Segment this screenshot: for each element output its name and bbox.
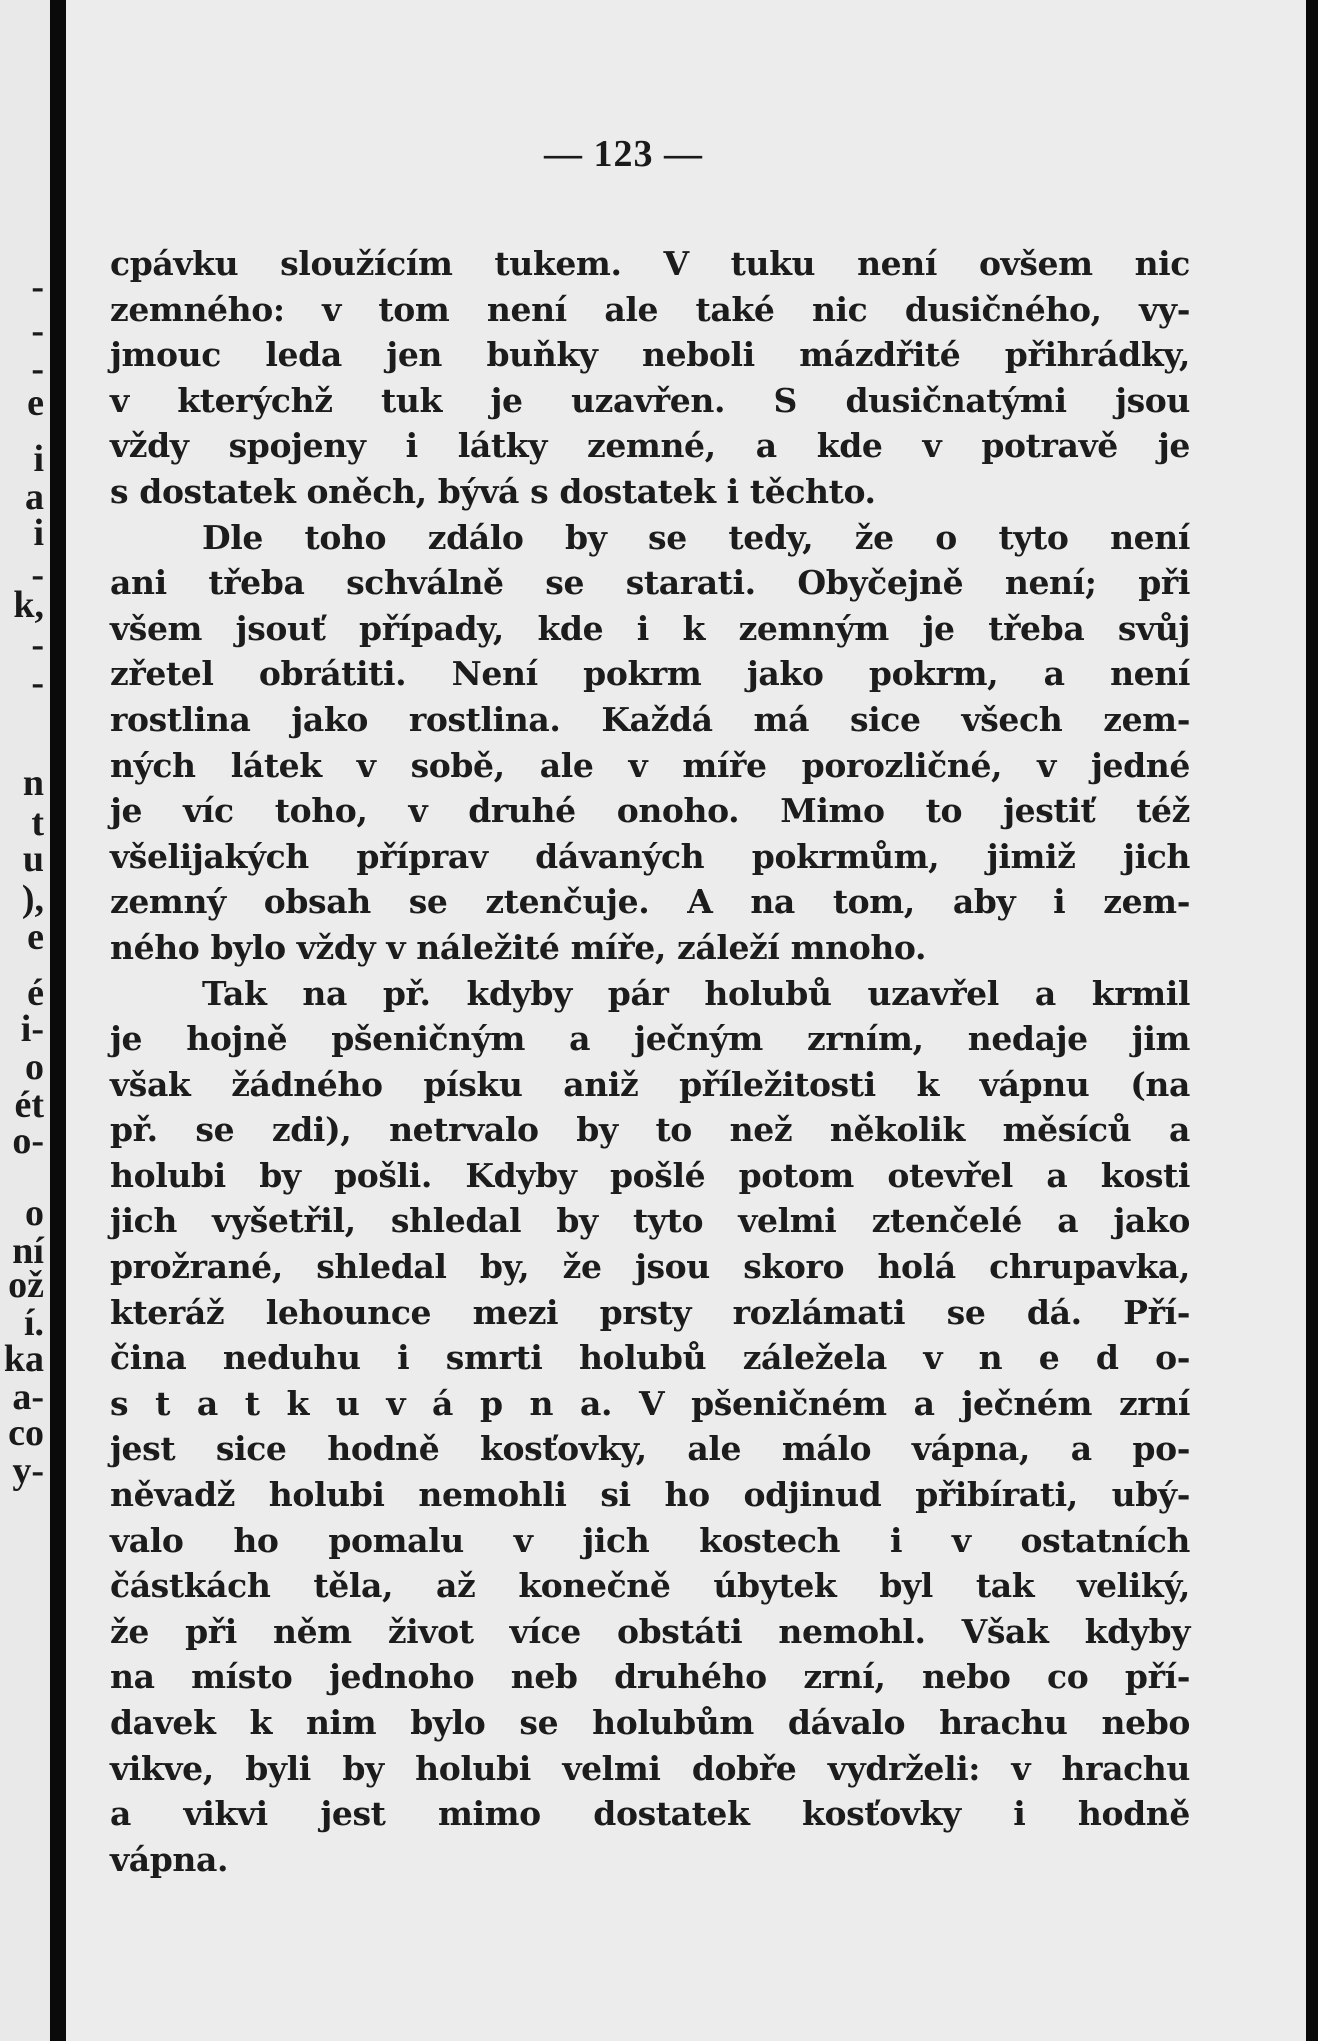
adjacent-page-fragment: t	[31, 802, 44, 844]
text-line: je víc toho, v druhé onoho. Mimo to jestiť též	[110, 791, 1190, 831]
adjacent-page-fragment: é	[27, 972, 44, 1014]
text-line: zemného: v tom není ale také nic dusičného, vy-	[110, 289, 1190, 329]
text-line: rostlina jako rostlina. Každá má sice všech zem-	[110, 699, 1190, 739]
adjacent-page-fragment: -	[31, 662, 44, 704]
adjacent-page-fragment: -	[31, 310, 44, 352]
text-line: s dostatek oněch, bývá s dostatek i těchto.	[110, 471, 876, 511]
text-line: valo ho pomalu v jich kostech i v ostatních	[110, 1520, 1190, 1560]
body-text	[110, 241, 1190, 1882]
text-line: v kterýchž tuk je uzavřen. S dusičnatými jsou	[110, 380, 1190, 420]
adjacent-page-fragment: í.	[23, 1302, 44, 1344]
text-line: čina neduhu i smrti holubů záležela v n e d o-	[110, 1338, 1190, 1378]
text-line: zemný obsah se ztenčuje. A na tom, aby i zem-	[110, 882, 1190, 922]
adjacent-page-fragment: o	[25, 1192, 44, 1234]
text-line: davek k nim bylo se holubům dávalo hrachu nebo	[110, 1703, 1190, 1742]
text-line: ani třeba schválně se starati. Obyčejně není; při	[110, 563, 1190, 603]
text-line: všelijakých příprav dávaných pokrmům, jimiž jich	[110, 836, 1190, 876]
text-line: vždy spojeny i látky zemné, a kde v potravě je	[110, 426, 1190, 466]
adjacent-page-fragment: ní	[12, 1230, 44, 1272]
text-line: prožrané, shledal by, že jsou skoro holá chrupavka,	[110, 1247, 1190, 1287]
text-line: všem jsouť případy, kde i k zemným je třeba svůj	[110, 608, 1190, 648]
text-line: jest sice hodně kosťovky, ale málo vápna, a po-	[110, 1429, 1190, 1469]
page-number: — 123 —	[544, 133, 703, 175]
text-line: holubi by pošli. Kdyby pošlé potom otevřel a kosti	[110, 1155, 1190, 1195]
text-line: Tak na př. kdyby pár holubů uzavřel a krmil	[202, 973, 1190, 1013]
adjacent-page-fragment: -	[31, 266, 44, 308]
text-line: ných látek v sobě, ale v míře porozličné, v jedné	[110, 745, 1190, 785]
text-line: kteráž lehounce mezi prsty rozlámati se dá. Pří-	[110, 1292, 1190, 1332]
text-line: vápna.	[110, 1839, 229, 1879]
adjacent-page-fragment: i	[33, 438, 44, 480]
adjacent-page-fragment: o	[25, 1046, 44, 1088]
adjacent-page-fragment: ),	[21, 878, 44, 920]
adjacent-page-fragment: y-	[12, 1450, 44, 1492]
adjacent-page-fragment: i-	[20, 1008, 44, 1050]
adjacent-page-fragment: e	[27, 916, 44, 958]
text-line: Dle toho zdálo by se tedy, že o tyto není	[202, 517, 1190, 557]
adjacent-page-fragment: co	[8, 1412, 44, 1454]
adjacent-page-fragment: -	[31, 624, 44, 666]
text-line: že při něm život více obstáti nemohl. Však kdyby	[110, 1611, 1190, 1651]
adjacent-page-fragment: ka	[3, 1338, 44, 1380]
adjacent-page-fragment: -	[31, 348, 44, 390]
text-line: něvadž holubi nemohli si ho odjinud přibírati, ubý-	[110, 1475, 1190, 1515]
adjacent-page-fragment: o-	[12, 1120, 44, 1162]
text-line: s t a t k u v á p n a. V pšeničném a ječném zrní	[110, 1383, 1190, 1423]
text-line: a vikvi jest mimo dostatek kosťovky i hodně	[110, 1794, 1190, 1834]
adjacent-page-edge	[0, 0, 50, 2041]
adjacent-page-fragment: ož	[8, 1264, 44, 1306]
adjacent-page-fragment: a-	[12, 1376, 44, 1418]
text-line: na místo jednoho neb druhého zrní, nebo co pří-	[110, 1657, 1190, 1697]
adjacent-page-fragment: i	[33, 512, 44, 554]
adjacent-page-fragment: ét	[14, 1084, 44, 1126]
text-line: př. se zdi), netrvalo by to než několik měsíců a	[110, 1110, 1190, 1150]
text-line: částkách těla, až konečně úbytek byl tak veliký,	[110, 1566, 1190, 1606]
text-line: zřetel obrátiti. Není pokrm jako pokrm, a není	[110, 654, 1190, 694]
adjacent-page-fragment: u	[22, 838, 44, 880]
text-line: vikve, byli by holubi velmi dobře vydrželi: v hrachu	[110, 1748, 1190, 1788]
text-line: jich vyšetřil, shledal by tyto velmi ztenčelé a jako	[110, 1201, 1190, 1241]
text-line: jmouc leda jen buňky neboli mázdřité přihrádky,	[110, 335, 1190, 375]
adjacent-page-fragment: n	[22, 762, 44, 804]
text-line: cpávku sloužícím tukem. V tuku není ovšem nic	[110, 244, 1190, 283]
text-line: ného bylo vždy v náležité míře, záleží mnoho.	[110, 927, 927, 967]
adjacent-page-fragment: k,	[13, 584, 44, 626]
adjacent-page-fragment: e	[27, 382, 44, 424]
book-page	[66, 0, 1306, 2041]
adjacent-page-fragment: a	[25, 476, 44, 518]
text-line: je hojně pšeničným a ječným zrním, nedaje jim	[110, 1019, 1190, 1059]
adjacent-page-fragment: -	[31, 554, 44, 596]
text-line: však žádného písku aniž příležitosti k vápnu (na	[110, 1064, 1190, 1104]
